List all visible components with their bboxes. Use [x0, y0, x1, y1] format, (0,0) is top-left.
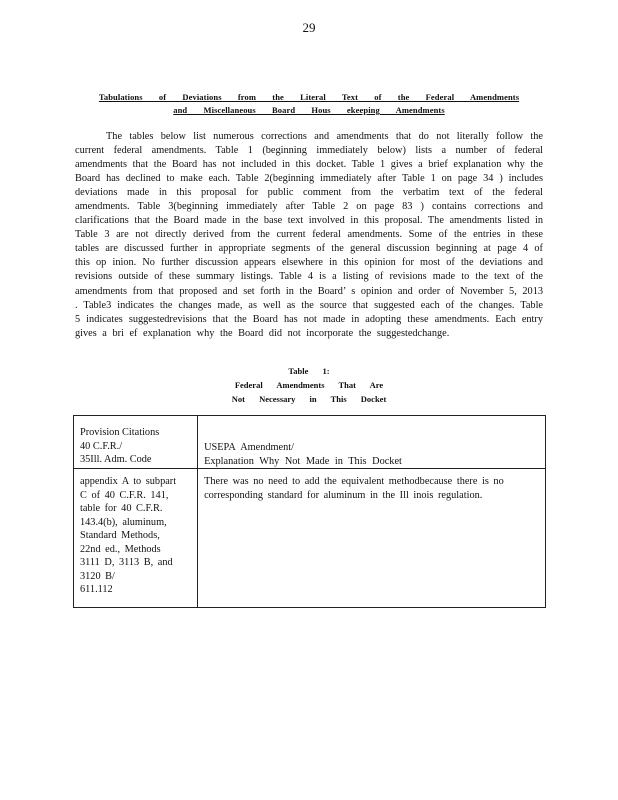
header-usepa-amendment [198, 416, 546, 469]
header-left-line: Provision Citations [80, 427, 160, 438]
table-caption-title: Table 1: [288, 366, 330, 376]
explanation-cell [198, 469, 546, 608]
provision-line: table for 40 C.F.R. [80, 503, 163, 514]
provision-line: appendix A to subpart [80, 476, 177, 487]
provision-cell [74, 469, 198, 608]
table-header-row [74, 416, 546, 469]
header-left-line: 35Ill. Adm. Code [80, 454, 152, 465]
table-caption-line-3: Not Necessary in This Docket [231, 394, 387, 404]
section-heading-line-2: and Miscellaneous Board Hous ekeeping Amendments [173, 105, 445, 115]
provision-line: 3111 D, 3113 B, and [80, 557, 173, 568]
provision-line: 611.112 [80, 584, 113, 595]
explanation-line: corresponding standard for aluminum in the Ill inois regulation. [204, 489, 483, 501]
page-number: 29 [302, 20, 316, 35]
body-paragraph: The tables below list numerous corrections and amendments that do not literally follow the current federal amendments. Table 1 (beginning immediately below) lists a number of federal amendments that the Board has not included in this docket. Table 1 gives a brief explanation why the Board has declined to make each. Table 2(beginning immediately after Table 1 on page 34 ) includes deviations made in this proposal for public comment from the verbatim text of the federal amendments. Table 3(beginning immediately after Table 2 on page 83 ) contains corrections and clarifications that the Board made in the base text involved in this proposal. The amendments listed in Table 3 are not directly derived from the current federal amendments. Some of the entries in these tables are discussed further in appropriate segments of the general discussion beginning at page 4 of this op inion. No further discussion appears elsewhere in this opinion for most of the deviations and revisions outside of these summary listings. Table 4 is a listing of revisions made to the text of the amendments from that proposed and set forth in the Board’ s opinion and order of November 5, 2013 . Table3 indicates the changes made, as well as the source that suggested each of the changes. Table 5 indicates suggestedrevisions that the Board has not made in adopting these amendments. Each entry gives a bri ef explanation why the Board did not incorporate the suggestedchange. [75, 131, 543, 339]
explanation-line: There was no need to add the equivalent methodbecause there is no [204, 476, 504, 487]
header-left-line: 40 C.F.R./ [80, 440, 123, 452]
provision-line: Standard Methods, [80, 530, 160, 541]
header-right-line: USEPA Amendment/ [204, 442, 294, 453]
table-caption-line-2: Federal Amendments That Are [234, 380, 384, 390]
provision-line: C of 40 C.F.R. 141, [80, 489, 169, 501]
header-provision-citations [74, 416, 198, 469]
provision-line: 22nd ed., Methods [80, 543, 161, 555]
table-row [74, 469, 546, 608]
provision-line: 3120 B/ [80, 570, 115, 582]
header-right-line: Explanation Why Not Made in This Docket [204, 455, 402, 467]
federal-amendments-table [73, 415, 546, 608]
section-heading-line-1: Tabulations of Deviations from the Literal Text of the Federal Amendments [98, 92, 520, 102]
provision-line: 143.4(b), aluminum, [80, 516, 167, 528]
